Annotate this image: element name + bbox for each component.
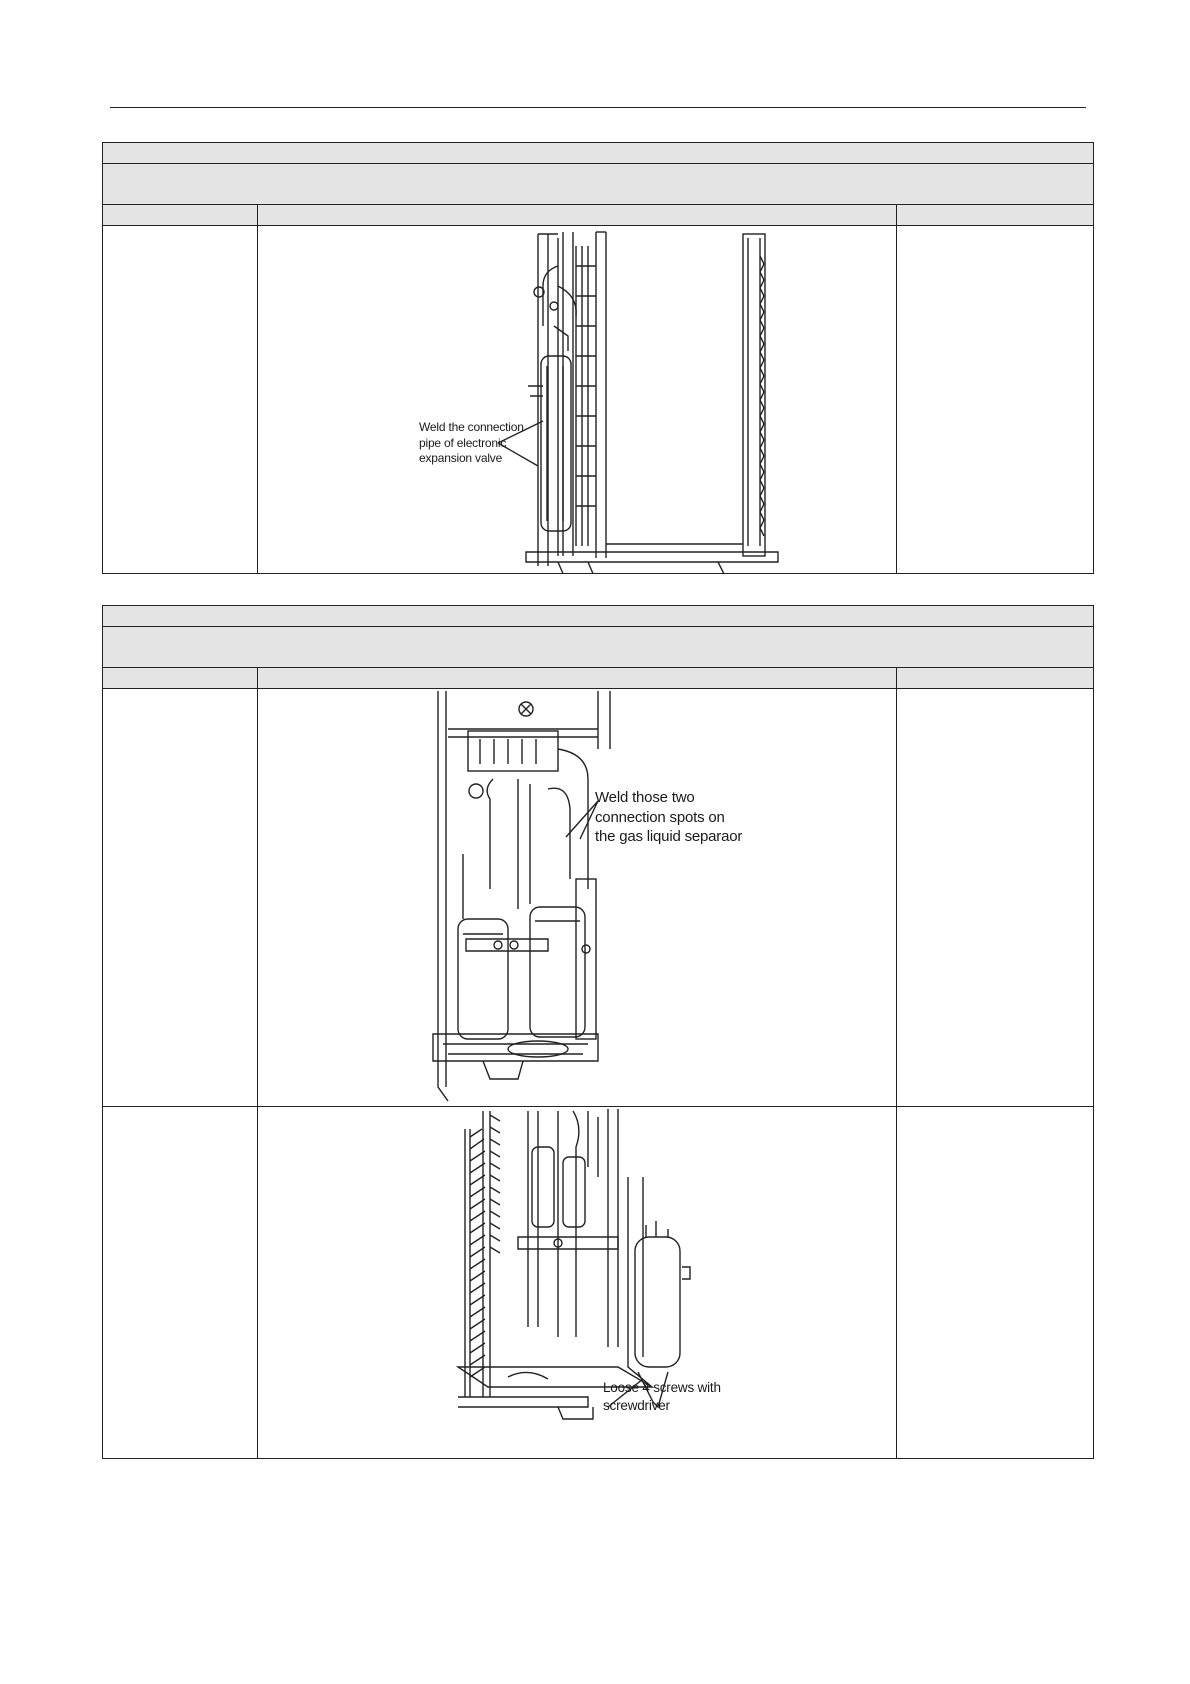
illustration-cell	[258, 1107, 897, 1459]
column-header-illustration	[258, 205, 897, 226]
illustration-cell	[258, 226, 897, 574]
column-header-step	[103, 668, 258, 689]
column-header-note	[897, 205, 1094, 226]
table-title-row	[103, 606, 1094, 627]
column-header-note	[897, 668, 1094, 689]
table-description-row	[103, 164, 1094, 205]
table-description-row	[103, 627, 1094, 668]
column-header-step	[103, 205, 258, 226]
expansion-valve-callout: Weld the connection pipe of electronic expansion valve	[419, 420, 524, 466]
table-title-row	[103, 143, 1094, 164]
outdoor-unit-side-figure	[258, 226, 897, 574]
step-cell	[103, 226, 258, 574]
note-cell	[897, 1107, 1094, 1459]
gas-liquid-separator-callout: Weld those two connection spots on the gas liquid separaor	[595, 789, 743, 845]
header-rule	[110, 107, 1086, 108]
column-header-illustration	[258, 668, 897, 689]
procedure-table-2	[102, 605, 1094, 1459]
separator-removal-figure	[258, 1107, 897, 1459]
gas-liquid-separator-figure	[258, 689, 897, 1107]
step-cell	[103, 689, 258, 1107]
note-cell	[897, 226, 1094, 574]
note-cell	[897, 689, 1094, 1107]
separator-removal-callout: Loose 4 screws with screwdriver	[603, 1380, 721, 1413]
illustration-cell	[258, 689, 897, 1107]
procedure-table-1	[102, 142, 1094, 574]
step-cell	[103, 1107, 258, 1459]
